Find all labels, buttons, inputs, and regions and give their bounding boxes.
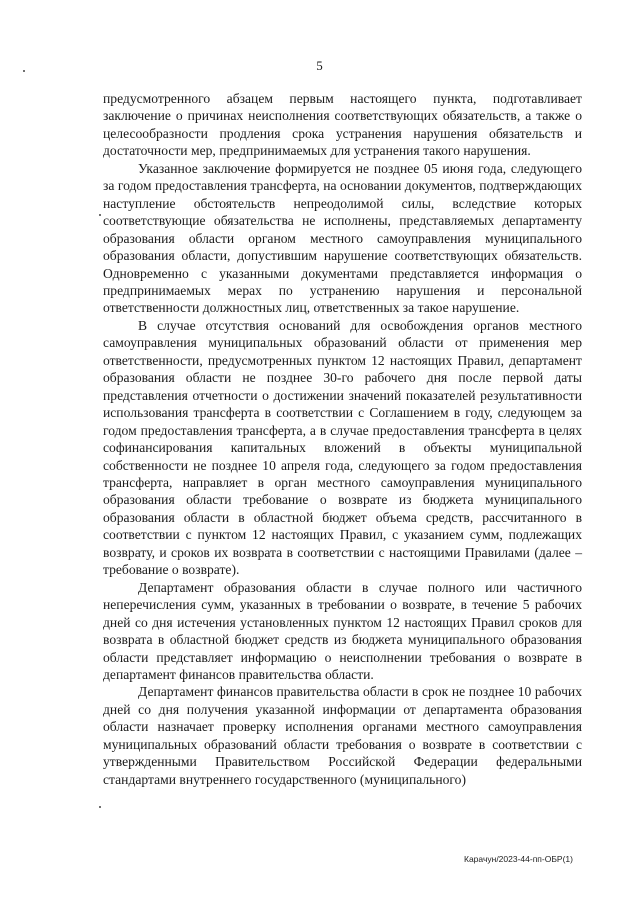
scan-speck <box>99 214 101 216</box>
page-number: 5 <box>316 58 323 73</box>
paragraph: предусмотренного абзацем первым настоящего пункта, подготавливает заключение о причинах неисполнения соответствующих обязательств, а также о целесообразности продления срока устранения нарушения обязательств и достаточности мер, предпринимаемых для устранения такого нарушения. <box>103 91 582 159</box>
scan-speck <box>99 806 101 808</box>
paragraph: Департамент образования области в случае полного или частичного неперечисления сумм, указанных в требовании о возврате, в течение 5 рабочих дней со дня истечения установленных пунктом 12 настоящих Правил сроков для возврата в областной бюджет средств из бюджета муниципального образования области представляет информацию о неисполнении требования о возврате в департамент финансов правительства области. <box>103 579 582 682</box>
paragraph: Указанное заключение формируется не позднее 05 июня года, следующего за годом предоставления трансферта, на основании документов, подтверждающих наступление обстоятельств непреодолимой силы, вследствие которых соответствующие обязательства не исполнены, представляемых департаменту образования области органом местного самоуправления муниципального образования области, допустившим нарушение соответствующих обязательств. Одновременно с указанными документами представляется информация о предпринимаемых мерах по устранению нарушения и персональной ответственности должностных лиц, ответственных за такое нарушение. <box>103 160 582 316</box>
paragraph: Департамент финансов правительства области в срок не позднее 10 рабочих дней со дня получения указанной информации от департамента образования области назначает проверку исполнения органами местного самоуправления муниципальных образований области требования о возврате в соответствии с утвержденными Правительством Российской Федерации федеральными стандартами внутреннего государственного (муниципального) <box>103 684 582 787</box>
document-code: Карачун/2023-44-пп-ОБР(1) <box>464 854 573 864</box>
document-body <box>103 90 582 788</box>
paragraph: В случае отсутствия оснований для освобождения органов местного самоуправления муниципальных образований области от применения мер ответственности, предусмотренных пунктом 12 настоящих Правил, департамент образования области не позднее 30-го рабочего дня после первой даты представления отчетности о достижении значений показателей результативности использования трансферта в соответствии с Соглашением в году, следующем за годом предоставления трансферта, а в случае предоставления трансферта в целях софинансирования капитальных вложений в объекты муниципальной собственности не позднее 10 апреля года, следующего за годом предоставления трансферта, направляет в орган местного самоуправления муниципального образования области требование о возврате из бюджета муниципального образования области в областной бюджет объема средств, рассчитанного в соответствии с пунктом 12 настоящих Правил, с указанием сумм, подлежащих возврату, и сроков их возврата в соответствии с настоящими Правилами (далее – требование о возврате). <box>103 317 582 578</box>
